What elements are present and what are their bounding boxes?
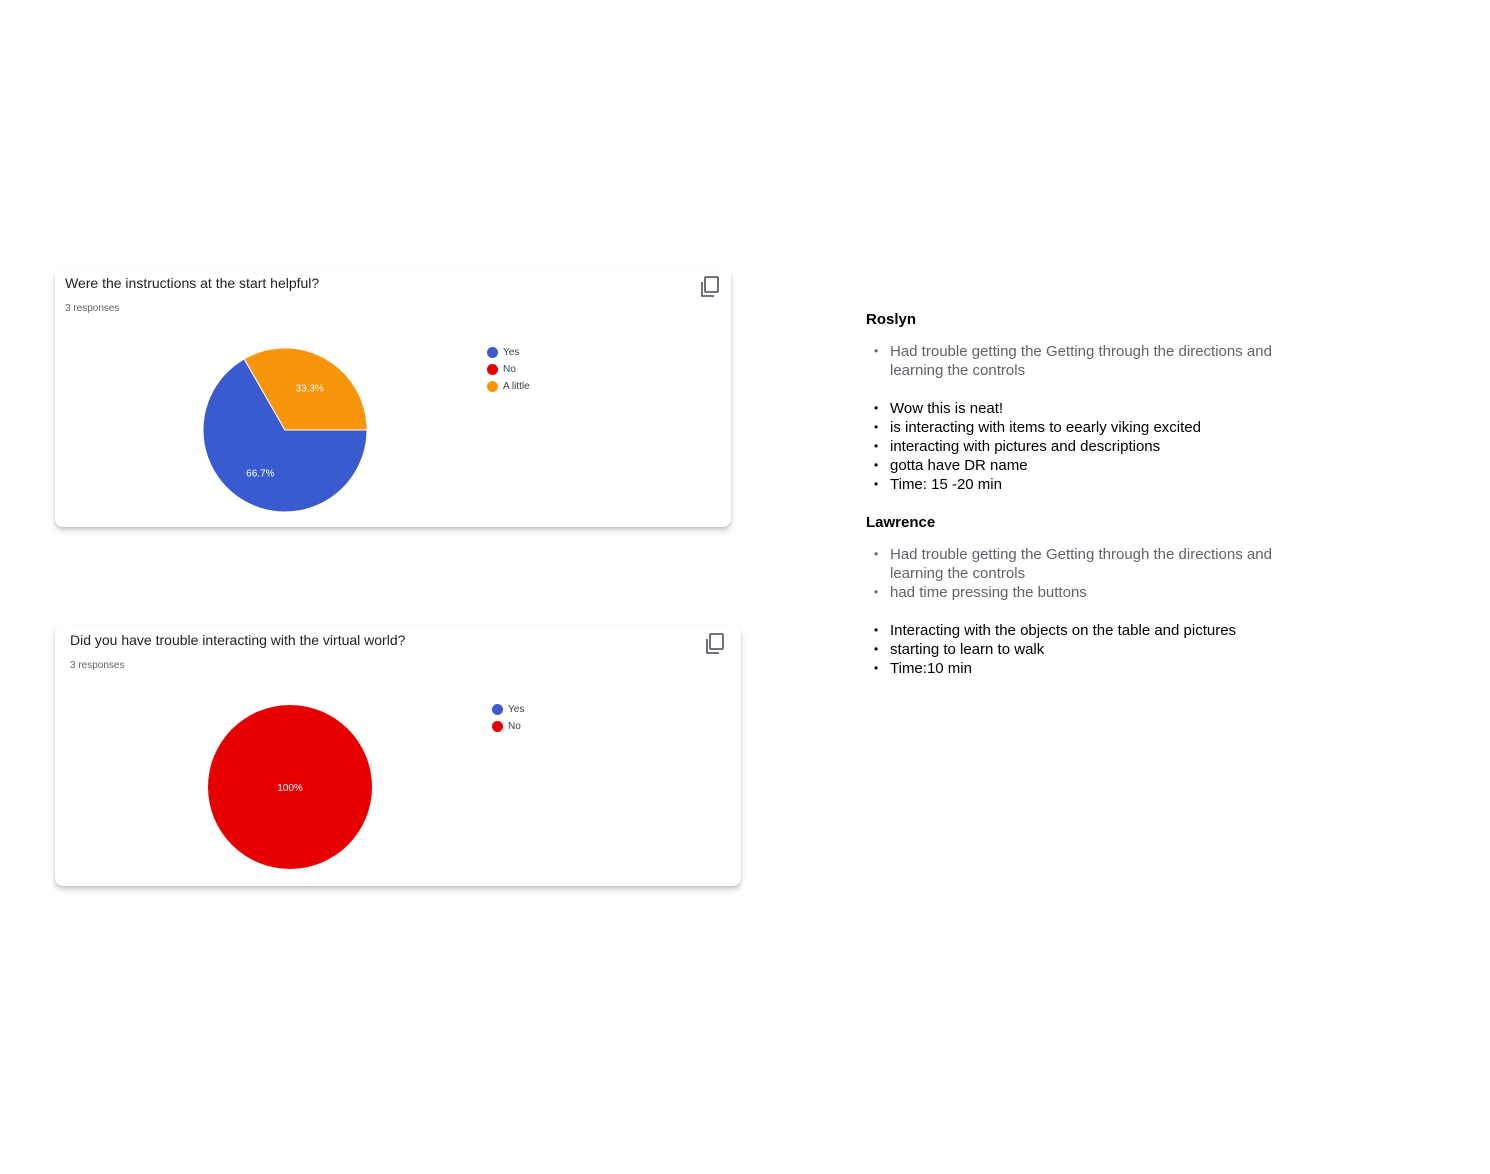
list-item: • gotta have DR name xyxy=(866,456,1326,475)
copy-chart-icon[interactable] xyxy=(700,276,720,298)
card-title: Were the instructions at the start helpful? xyxy=(65,275,320,291)
list-item: • Had trouble getting the Getting through the directions and learning the controls xyxy=(866,545,1326,583)
legend-label: Yes xyxy=(503,347,520,358)
list-item: • Had trouble getting the Getting through the directions and learning the controls xyxy=(866,342,1326,380)
legend-item-yes xyxy=(492,701,524,718)
pie-chart xyxy=(195,340,375,520)
legend-label: No xyxy=(508,721,521,732)
card-title: Did you have trouble interacting with the virtual world? xyxy=(70,632,406,648)
interview-notes xyxy=(866,310,1326,678)
lawrence-issues-list xyxy=(866,545,1326,602)
responses-count: 3 responses xyxy=(70,660,125,671)
list-item: • Time: 15 -20 min xyxy=(866,475,1326,494)
data-label-yes: 66.7% xyxy=(246,468,275,480)
list-item: • is interacting with items to eearly viking excited xyxy=(866,418,1326,437)
participant-name-roslyn: Roslyn xyxy=(866,311,917,328)
legend-swatch-yes xyxy=(487,347,498,358)
participant-name-lawrence: Lawrence xyxy=(866,514,936,531)
data-label-a-little: 33.3% xyxy=(295,383,324,395)
legend-item-no xyxy=(492,718,524,735)
chart-card-trouble xyxy=(55,625,741,886)
legend-item-a-little xyxy=(487,378,530,395)
legend-swatch-no xyxy=(492,721,503,732)
pie-chart xyxy=(200,697,380,877)
legend-swatch-yes xyxy=(492,704,503,715)
legend-swatch-a-little xyxy=(487,381,498,392)
list-item: • had time pressing the buttons xyxy=(866,583,1326,602)
chart-legend xyxy=(492,701,524,735)
legend-label: No xyxy=(503,364,516,375)
list-item: • starting to learn to walk xyxy=(866,640,1326,659)
roslyn-issues-list xyxy=(866,342,1326,380)
legend-item-no xyxy=(487,361,530,378)
legend-swatch-no xyxy=(487,364,498,375)
legend-label: Yes xyxy=(508,704,525,715)
list-item: • Wow this is neat! xyxy=(866,399,1326,418)
chart-legend xyxy=(487,344,530,395)
list-item: • interacting with pictures and descriptions xyxy=(866,437,1326,456)
data-label-no: 100% xyxy=(277,783,303,794)
copy-chart-icon[interactable] xyxy=(705,633,725,655)
roslyn-observations-list xyxy=(866,399,1326,494)
responses-count: 3 responses xyxy=(65,303,120,314)
legend-item-yes xyxy=(487,344,530,361)
lawrence-observations-list xyxy=(866,621,1326,678)
chart-card-instructions xyxy=(55,268,731,527)
list-item: • Time:10 min xyxy=(866,659,1326,678)
list-item: • Interacting with the objects on the table and pictures xyxy=(866,621,1326,640)
legend-label: A little xyxy=(503,381,530,392)
